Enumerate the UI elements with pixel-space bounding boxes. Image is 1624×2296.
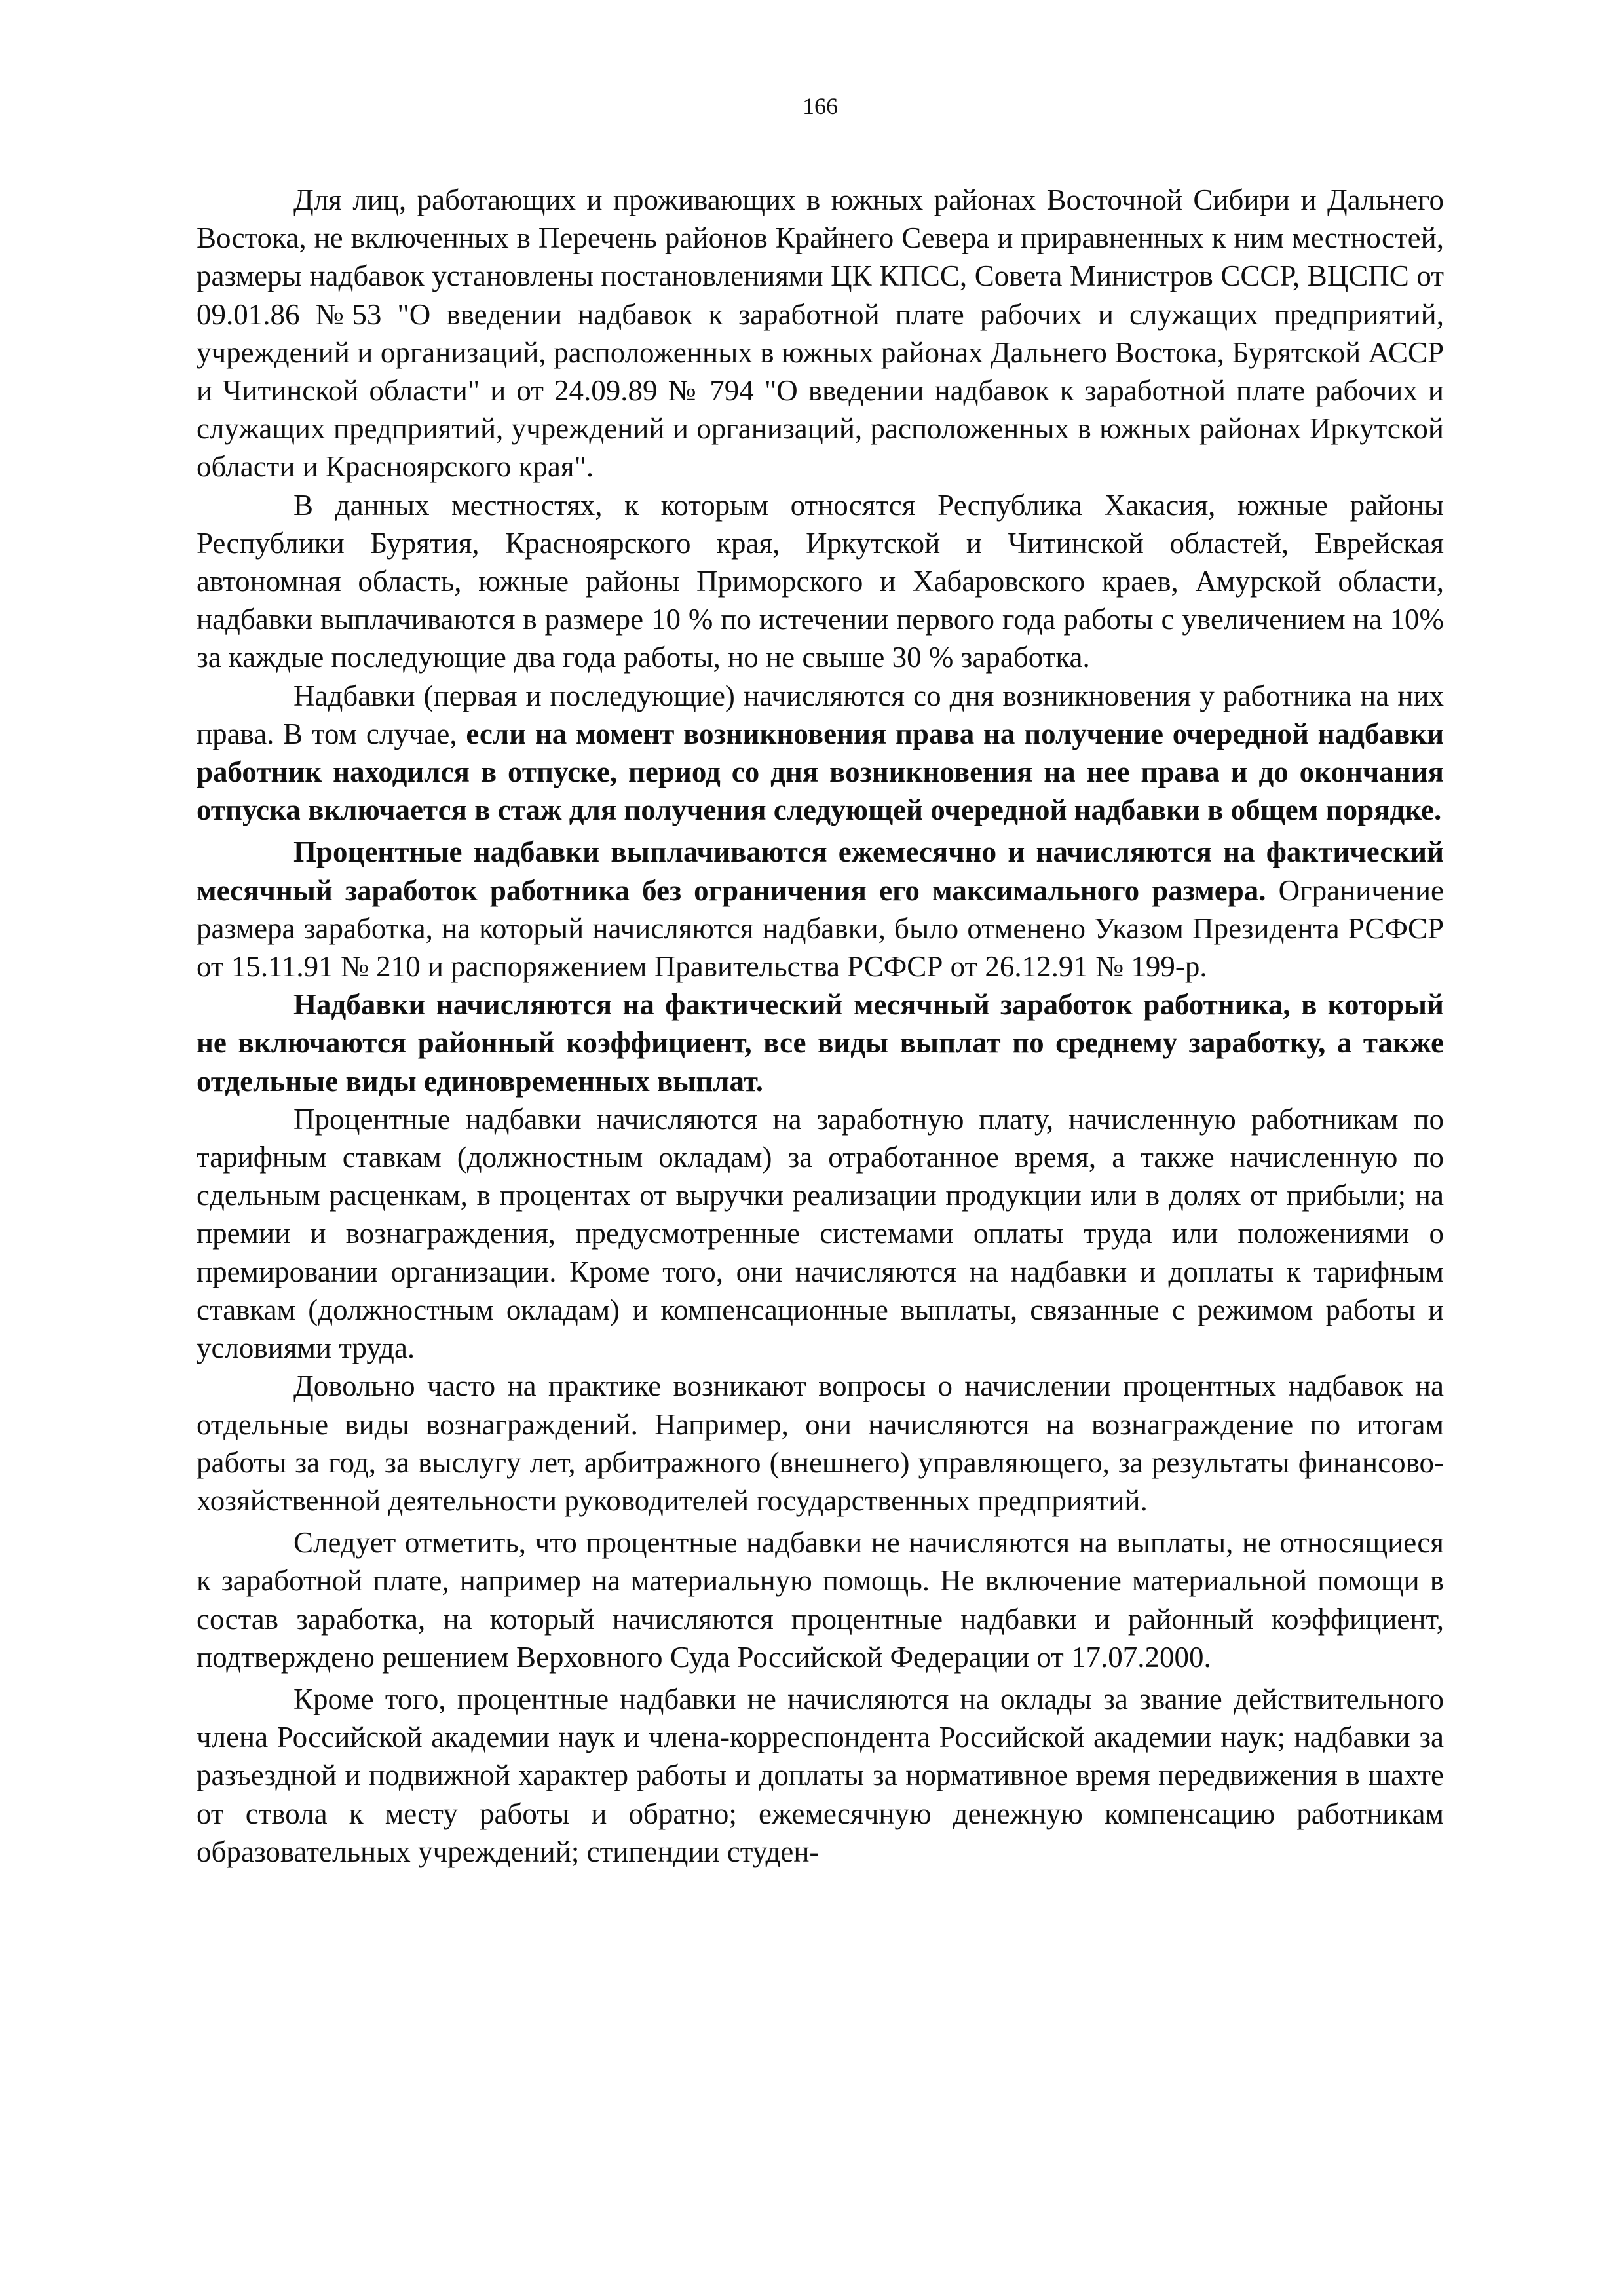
document-page (197, 0, 1444, 2296)
paragraph-accrued-on (197, 1100, 1444, 1367)
paragraph-text: Надбавки (первая и последующие) начисляются со дня возникновения у работника на них права. В том случае, (197, 679, 1444, 750)
paragraph-text: Довольно часто на практике возникают вопросы о начислении процентных надбавок на отдельные виды вознаграждений. Например, они начисляются на вознаграждение по итогам работы за год, за выслугу лет, арбитражного (внешнего) управляющего, за результаты финансово-хозяйственной деятельности руководителей государственных предприятий. (197, 1369, 1444, 1517)
paragraph-practice-questions (197, 1367, 1444, 1520)
paragraph-exclusions (197, 1680, 1444, 1871)
paragraph-text: Процентные надбавки начисляются на заработную плату, начисленную работникам по тарифным ставкам (должностным окладам) за отработанное время, а также начисленную по сдельным расценкам, в процентах от выручки реализации продукции или в долях от прибыли; на премии и вознаграждения, предусмотренные системами оплаты труда или положениями о премировании организации. Кроме того, они начисляются на надбавки и доплаты к тарифным ставкам (должностным окладам) и компенсационные выплаты, связанные с режимом работы и условиями труда. (197, 1102, 1444, 1365)
paragraph-emphasis: Надбавки начисляются на фактический месячный заработок работника, в который не включаются районный коэффициент, все виды выплат по среднему заработку, а также отдельные виды единовременных выплат. (197, 988, 1444, 1098)
page-number: 166 (803, 93, 838, 119)
paragraph-accrual-start (197, 677, 1444, 830)
paragraph-text: Следует отметить, что процентные надбавки не начисляются на выплаты, не относящиеся к заработной плате, например на материальную помощь. Не включение материальной помощи в состав заработка, на который начисляются процентные надбавки и районный коэффициент, подтверждено решением Верховного Суда Российской Федерации от 17.07.2000. (197, 1526, 1444, 1674)
body-text (197, 181, 1444, 1871)
paragraph-emphasis: если на момент возникновения права на получение очередной надбавки работник находился в отпуске, период со дня возникновения на нее права и до окончания отпуска включается в стаж для получения следующей очередной надбавки в общем порядке. (197, 717, 1445, 827)
paragraph-earnings-base (197, 985, 1444, 1100)
paragraph-monthly-payment (197, 833, 1444, 985)
paragraph-text: В данных местностях, к которым относятся Республика Хакасия, южные районы Республики Бурятия, Красноярского края, Иркутской и Читинской областей, Еврейская автономная область, южные районы Приморского и Хабаровского краев, Амурской области, надбавки выплачиваются в размере 10 % по истечении первого года работы с увеличением на 10% за каждые последующие два года работы, но не свыше 30 % заработка. (197, 488, 1444, 674)
paragraph-southern-regions (197, 181, 1444, 486)
paragraph-allowance-rates (197, 486, 1444, 677)
paragraph-text: Ограничение размера заработка, на который начисляются надбавки, было отменено Указом Президента РСФСР от 15.11.91 № 210 и распоряжением Правительства РСФСР от 26.12.91 № 199-р. (197, 873, 1444, 984)
paragraph-text: Кроме того, процентные надбавки не начисляются на оклады за звание действительного члена Российской академии наук и члена-корреспондента Российской академии наук; надбавки за разъездной и подвижной характер работы и доплаты за нормативное время передвижения в шахте от ствола к месту работы и обратно; ежемесячную денежную компенсацию работникам образовательных учреждений; стипендии студен- (197, 1682, 1444, 1868)
paragraph-text: Для лиц, работающих и проживающих в южных районах Восточной Сибири и Дальнего Востока, не включенных в Перечень районов Крайнего Севера и приравненных к ним местностей, размеры надбавок установлены постановлениями ЦК КПСС, Совета Министров СССР, ВЦСПС от 09.01.86 №53 "О введении надбавок к заработной плате рабочих и служащих предприятий, учреждений и организаций, расположенных в южных районах Дальнего Востока, Бурятской АССР и Читинской области" и от 24.09.89 № 794 "О введении надбавок к заработной плате рабочих и служащих предприятий, учреждений и организаций, расположенных в южных районах Иркутской области и Красноярского края". (197, 183, 1444, 484)
paragraph-not-accrued (197, 1523, 1444, 1676)
paragraph-emphasis: Процентные надбавки выплачиваются ежемесячно и начисляются на фактический месячный заработок работника без ограничения его максимального размера. (197, 835, 1444, 907)
